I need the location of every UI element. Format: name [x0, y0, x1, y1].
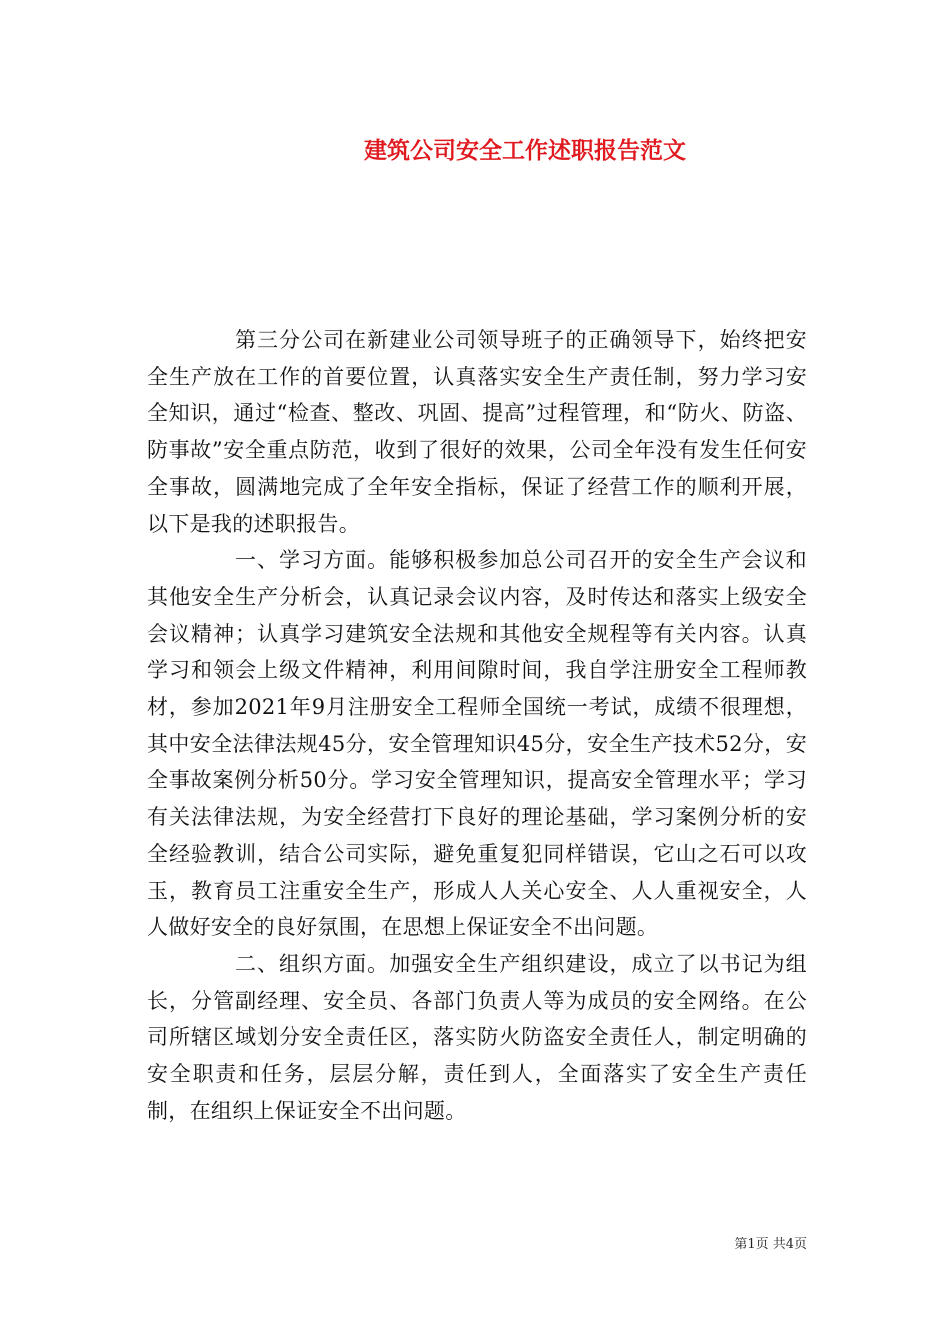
- document-title: 建筑公司安全工作述职报告范文: [364, 137, 686, 164]
- document-body: [147, 322, 807, 1129]
- paragraph-organization: 二、组织方面。加强安全生产组织建设，成立了以书记为组长，分管副经理、安全员、各部门负责人等为成员的安全网络。在公司所辖区域划分安全责任区，落实防火防盗安全责任人，制定明确的安全职责和任务，层层分解，责任到人，全面落实了安全生产责任制，在组织上保证安全不出问题。: [147, 951, 807, 1123]
- page-number-footer: 第1页 共4页: [734, 1237, 807, 1252]
- paragraph-study: 一、学习方面。能够积极参加总公司召开的安全生产会议和其他安全生产分析会，认真记录会议内容，及时传达和落实上级安全会议精神；认真学习建筑安全法规和其他安全规程等有关内容。认真学习和领会上级文件精神，利用间隙时间，我自学注册安全工程师教材，参加2021年9月注册安全工程师全国统一考试，成绩不很理想，其中安全法律法规45分，安全管理知识45分，安全生产技术52分，安全事故案例分析50分。学习安全管理知识，提高安全管理水平；学习有关法律法规，为安全经营打下良好的理论基础，学习案例分析的安全经验教训，结合公司实际，避免重复犯同样错误，它山之石可以攻玉，教育员工注重安全生产，形成人人关心安全、人人重视安全，人人做好安全的良好氛围，在思想上保证安全不出问题。: [147, 548, 807, 940]
- paragraph-intro: 第三分公司在新建业公司领导班子的正确领导下，始终把安全生产放在工作的首要位置，认真落实安全生产责任制，努力学习安全知识，通过“检查、整改、巩固、提高”过程管理，和“防火、防盗、防事故”安全重点防范，收到了很好的效果，公司全年没有发生任何安全事故，圆满地完成了全年安全指标，保证了经营工作的顺利开展，以下是我的述职报告。: [147, 328, 807, 536]
